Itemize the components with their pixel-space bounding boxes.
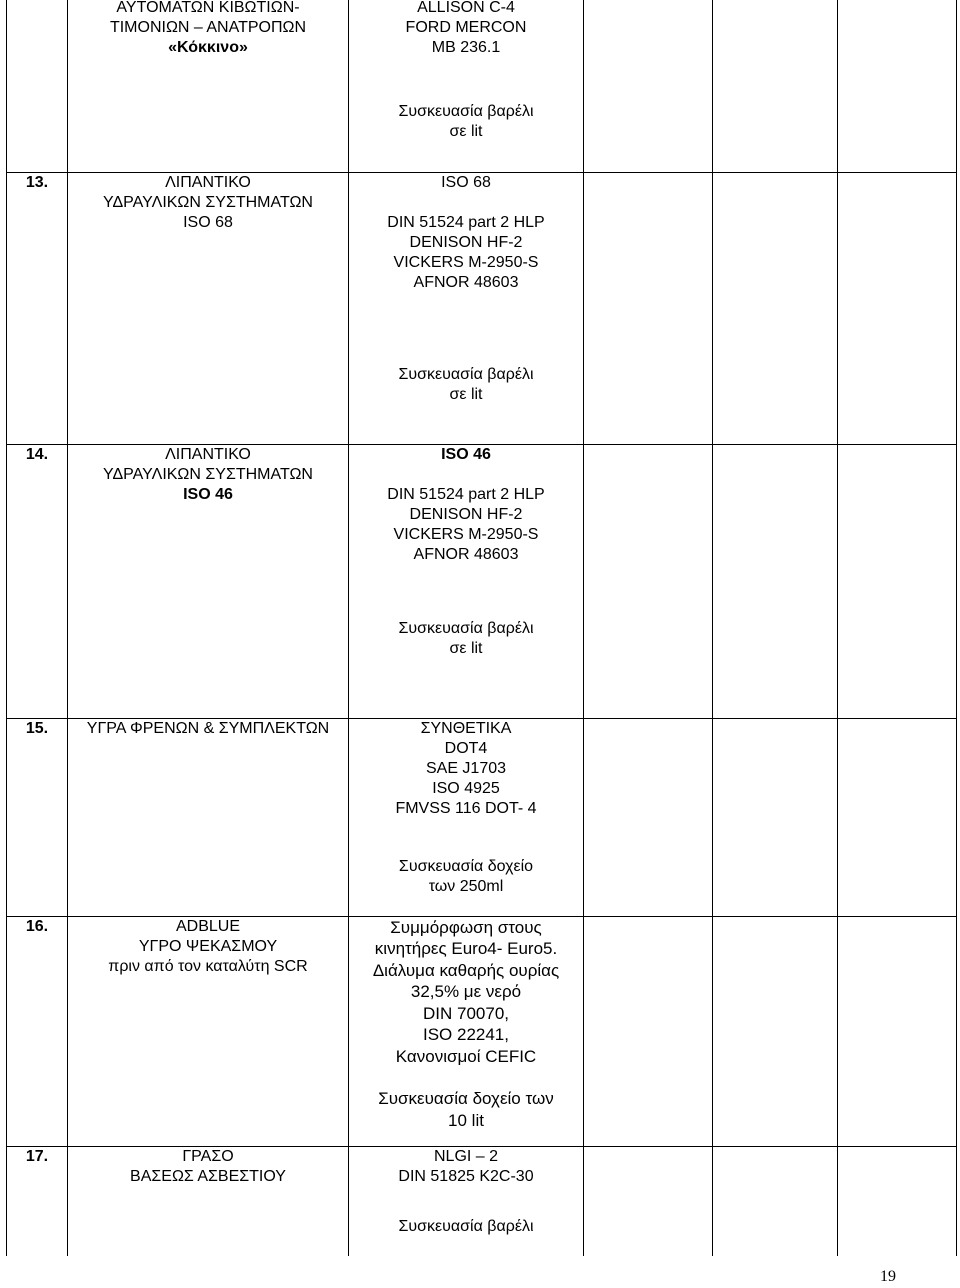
spec-line: DIN 70070, [423,1003,509,1023]
empty-cell [713,718,838,916]
product-name-cell [68,172,349,444]
product-name-line: ΛΙΠΑΝΤΙΚΟ [165,445,251,463]
product-name-line: ΥΓΡΑ ΦΡΕΝΩΝ & ΣΥΜΠΛΕΚΤΩΝ [86,719,330,737]
spec-line: VICKERS M-2950-S [393,253,539,271]
spec-line: κινητήρες Euro4- Euro5. [374,939,558,958]
empty-cell [713,916,838,1146]
item-number: 16. [7,916,68,1146]
product-name-cell [68,718,349,916]
specification-cell [349,916,584,1146]
packaging-note [349,857,583,897]
packaging-line: σε lit [449,123,483,140]
packaging-line: Συσκευασία δοχείο [398,857,534,875]
spec-line: DIN 51524 part 2 HLP [387,485,545,503]
product-name-line: ΒΑΣΕΩΣ ΑΣΒΕΣΤΙΟΥ [130,1167,286,1185]
empty-cell [584,172,713,444]
packaging-line: Συσκευασία βαρέλι [398,1217,534,1235]
packaging-line: Συσκευασία βαρέλι [398,619,534,637]
spec-line: Συμμόρφωση στους [390,917,542,937]
spec-line: SAE J1703 [425,759,507,777]
item-number: 17. [7,1146,68,1256]
product-name-cell [68,916,349,1146]
spec-line: MB 236.1 [431,39,501,56]
product-name-line: ΓΡΑΣΟ [182,1147,234,1165]
product-name-line: ΛΙΠΑΝΤΙΚΟ [165,173,251,191]
product-name-line: ΥΔΡΑΥΛΙΚΩΝ ΣΥΣΤΗΜΑΤΩΝ [103,465,313,483]
specification-cell [349,718,584,916]
packaging-note [349,102,583,142]
product-name-line: ISO 46 [183,485,233,503]
spec-line: FMVSS 116 DOT- 4 [395,799,537,817]
spec-line: AFNOR 48603 [413,545,519,563]
spec-line: ALLISON C-4 [417,0,515,16]
table-row [7,718,957,916]
product-name-line: ΥΔΡΑΥΛΙΚΩΝ ΣΥΣΤΗΜΑΤΩΝ [103,193,313,211]
empty-cell [584,0,713,172]
empty-cell [838,444,957,718]
item-number [7,0,68,172]
spec-heading: ISO 46 [441,445,491,463]
table-row [7,172,957,444]
empty-cell [838,0,957,172]
packaging-line: σε lit [449,385,483,403]
packaging-note [349,1217,583,1237]
empty-cell [713,1146,838,1256]
spec-line: DENISON HF-2 [409,505,523,523]
specification-cell [349,444,584,718]
empty-cell [584,444,713,718]
product-name-line: ADBLUE [175,917,241,935]
packaging-line: των 250ml [428,877,504,895]
item-number: 14. [7,444,68,718]
item-number: 15. [7,718,68,916]
spec-line: 32,5% με νερό [410,982,522,1001]
spec-line: VICKERS M-2950-S [393,525,539,543]
product-name-line: ISO 68 [183,213,233,231]
spec-line: NLGI – 2 [433,1147,499,1165]
empty-cell [838,1146,957,1256]
spec-line: Διάλυμα καθαρής ουρίας [372,960,560,980]
packaging-line: Συσκευασία δοχείο των [378,1089,554,1108]
spec-line: Κανονισμοί CEFIC [395,1046,537,1066]
spec-heading: ISO 68 [441,173,491,191]
packaging-line: Συσκευασία βαρέλι [398,365,534,383]
page-number: 19 [880,1268,896,1285]
product-name-cell [68,444,349,718]
product-name-line: ΥΓΡΟ ΨΕΚΑΣΜΟΥ [138,937,278,955]
spec-line: DIN 51825 K2C-30 [398,1167,534,1185]
empty-cell [584,1146,713,1256]
specification-cell [349,1146,584,1256]
spec-line: FORD MERCON [405,19,527,36]
empty-cell [838,172,957,444]
table-row [7,916,957,1146]
table-row [7,1146,957,1256]
empty-cell [584,916,713,1146]
spec-line: AFNOR 48603 [413,273,519,291]
spec-line: DENISON HF-2 [409,233,523,251]
empty-cell [838,718,957,916]
empty-cell [713,444,838,718]
specification-table [6,0,957,1256]
packaging-note [349,1088,583,1131]
specification-cell [349,172,584,444]
empty-cell [713,0,838,172]
spec-line: ΣΥΝΘΕΤΙΚΑ [420,719,512,737]
product-name-line: πριν από τον καταλύτη SCR [108,957,308,975]
empty-cell [713,172,838,444]
item-number: 13. [7,172,68,444]
product-name-line: ΤΙΜΟΝΙΩΝ – ΑΝΑΤΡΟΠΩΝ [109,19,307,36]
packaging-line: Συσκευασία βαρέλι [398,103,534,120]
spec-line: DIN 51524 part 2 HLP [387,213,545,231]
spec-line: ISO 22241, [422,1025,509,1044]
product-name-cell [68,1146,349,1256]
product-name-line: «Κόκκινο» [168,39,248,56]
product-name-line: ΑΥΤΟΜΑΤΩΝ ΚΙΒΩΤΙΩΝ- [116,0,300,16]
packaging-line: 10 lit [448,1110,484,1130]
table-row [7,0,957,172]
empty-cell [838,916,957,1146]
product-name-cell [68,0,349,172]
table-row [7,444,957,718]
packaging-note [349,365,583,405]
packaging-note [349,619,583,659]
spec-line: DOT4 [444,739,488,757]
empty-cell [584,718,713,916]
spec-line: ISO 4925 [432,779,500,797]
specification-cell [349,0,584,172]
packaging-line: σε lit [449,639,483,657]
